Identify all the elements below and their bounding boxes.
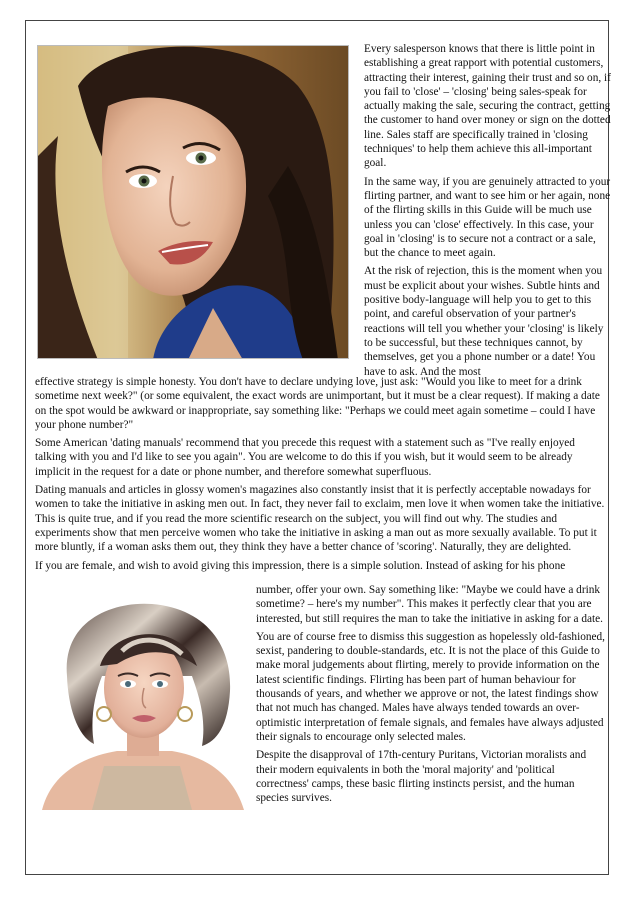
paragraph-same-way: In the same way, if you are genuinely attracted to your flirting partner, and want to see him or her again, none of the flirting skills in this Guide will be much use unless you can 'close' effectively. In this case, your goal in 'closing' is to secure not a contract or a sale, but the chance to meet again.	[364, 175, 611, 260]
paragraph-american-manuals: Some American 'dating manuals' recommend that you precede this request with a statement such as "I've really enjoyed talking with you and I'd like to see you again". You are welcome to do this if you wish, but it would seem to be already implicit in the request for a date or phone number, and therefore somewhat superfluous.	[35, 437, 575, 478]
portrait-dark-hair-image	[38, 46, 349, 359]
paragraph-dismiss: You are of course free to dismiss this suggestion as hopelessly old-fashioned, sexist, pandering to double-standards, etc. It is not the place of this Guide to make moral judgements about flirting, merely to provide information on the latest scientific findings. Flirting has been part of human behaviour for thousands of years, and whether we approve or not, the latest findings show that not much has changed. Males have always tended towards an over-optimistic interpretation of female signals, and females have always adjusted their signals to encourage only selected males.	[256, 630, 606, 743]
paragraph-despite: Despite the disapproval of 17th-century Puritans, Victorian moralists and their modern equivalents in both the 'moral majority' and 'political correctness' camps, these basic flirting instincts persist, and the human species survives.	[256, 749, 587, 805]
lower-right-column	[256, 583, 608, 809]
paragraph-female-rest: number, offer your own. Say something like: "Maybe we could have a drink sometime? – here's my number". This makes it perfectly clear that you are interested, but still requires the man to take the initiative in asking for a date.	[256, 584, 603, 625]
body-full-width	[35, 375, 605, 577]
right-column	[364, 42, 612, 379]
paragraph-female-top: If you are female, and wish to avoid giving this impression, there is a simple solution. Instead of asking for his phone	[35, 559, 566, 572]
portrait-photo-bottom	[32, 596, 252, 810]
paragraph-rejection-bottom: effective strategy is simple honesty. You don't have to declare undying love, just ask: "Would you like to meet for a drink sometime next week?" (or some equivalent, the exact words are unimportant, but it must be a clear request). If making a date on the spot would be awkward or inappropriate, say something like: "Perhaps we could meet again sometime – could I have your phone number?"	[35, 376, 600, 431]
portrait-photo-top	[37, 45, 349, 359]
portrait-short-hair-image	[32, 596, 252, 810]
paragraph-dating-manuals: Dating manuals and articles in glossy women's magazines also constantly insist that it is perfectly acceptable nowadays for women to take the initiative in asking men out. In fact, they never fail to exclaim, men love it when women take the initiative. This is quite true, and if you read the more scientific research on the subject, you will find out why. The studies and experiments show that men perceive women who take the initiative in asking a man out as more sexually available. To put it more bluntly, if a woman asks them out, they think they have a better chance of 'scoring'. Naturally, they are delighted.	[35, 484, 605, 554]
paragraph-rejection-top: At the risk of rejection, this is the moment when you must be explicit about your wishes. Subtle hints and positive body-language will help you to get to this point, and careful observation of your partner's reactions will tell you whether your 'closing' is likely to be successful, but these techniques cannot, by themselves, get you a phone number or a date! You have to ask. And the most	[364, 265, 604, 378]
paragraph-sales: Every salesperson knows that there is little point in establishing a great rapport with potential customers, attracting their interest, gaining their trust and so on, if you fail to 'close' – 'closing' being sales-speak for actually making the sale, securing the contract, getting the customer to hand over money or sign on the dotted line. Sales staff are specifically trained in 'closing techniques' to help them achieve this all-important goal.	[364, 43, 611, 170]
